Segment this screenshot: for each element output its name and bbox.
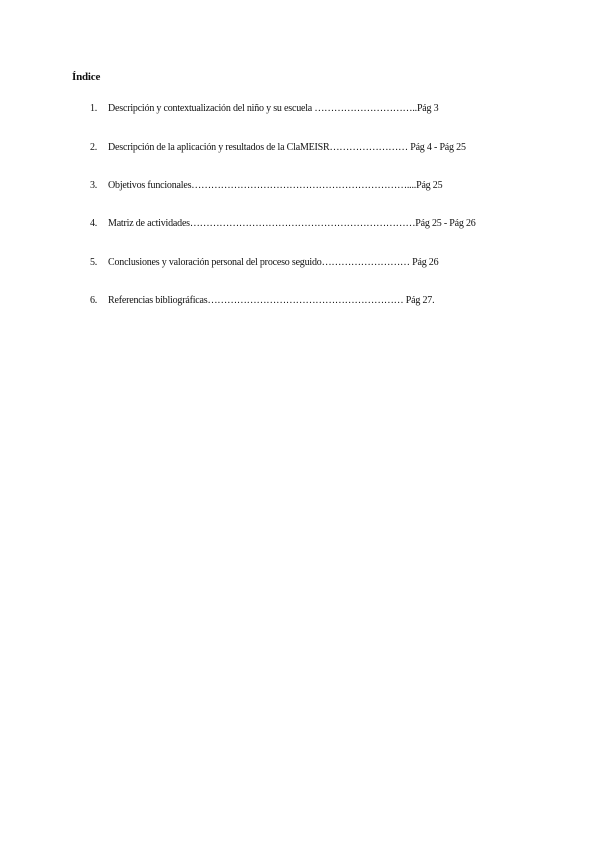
toc-entry-text: Descripción de la aplicación y resultados de la ClaMEISR…………………… Pág 4 - Pág 25 [108, 142, 466, 153]
toc-entry-text: Referencias bibliográficas…………………………………………………… Pág 27. [108, 295, 435, 306]
toc-entry [0, 294, 600, 308]
toc-entry-text: Descripción y contextualización del niño y su escuela …………………………..Pág 3 [108, 103, 439, 114]
toc-entry [0, 256, 600, 270]
toc-entry [0, 217, 600, 231]
toc-entry-text: Matriz de actividades……………………………………………………………Pág 25 - Pág 26 [108, 218, 476, 229]
toc-entry [0, 141, 600, 155]
toc-entry [0, 179, 600, 193]
toc-entry-number: 2. [90, 142, 98, 153]
toc-entry-number: 6. [90, 295, 98, 306]
toc-entry-text: Conclusiones y valoración personal del proceso seguido……………………… Pág 26 [108, 257, 439, 268]
toc-entry-number: 4. [90, 218, 98, 229]
toc-entry-number: 5. [90, 257, 98, 268]
toc-entry-number: 1. [90, 103, 98, 114]
toc-entry-number: 3. [90, 180, 98, 191]
toc-entry [0, 102, 600, 116]
toc-entry-text: Objetivos funcionales…………………………………………………………....Pág 25 [108, 180, 443, 191]
index-heading: Índice [72, 71, 101, 83]
